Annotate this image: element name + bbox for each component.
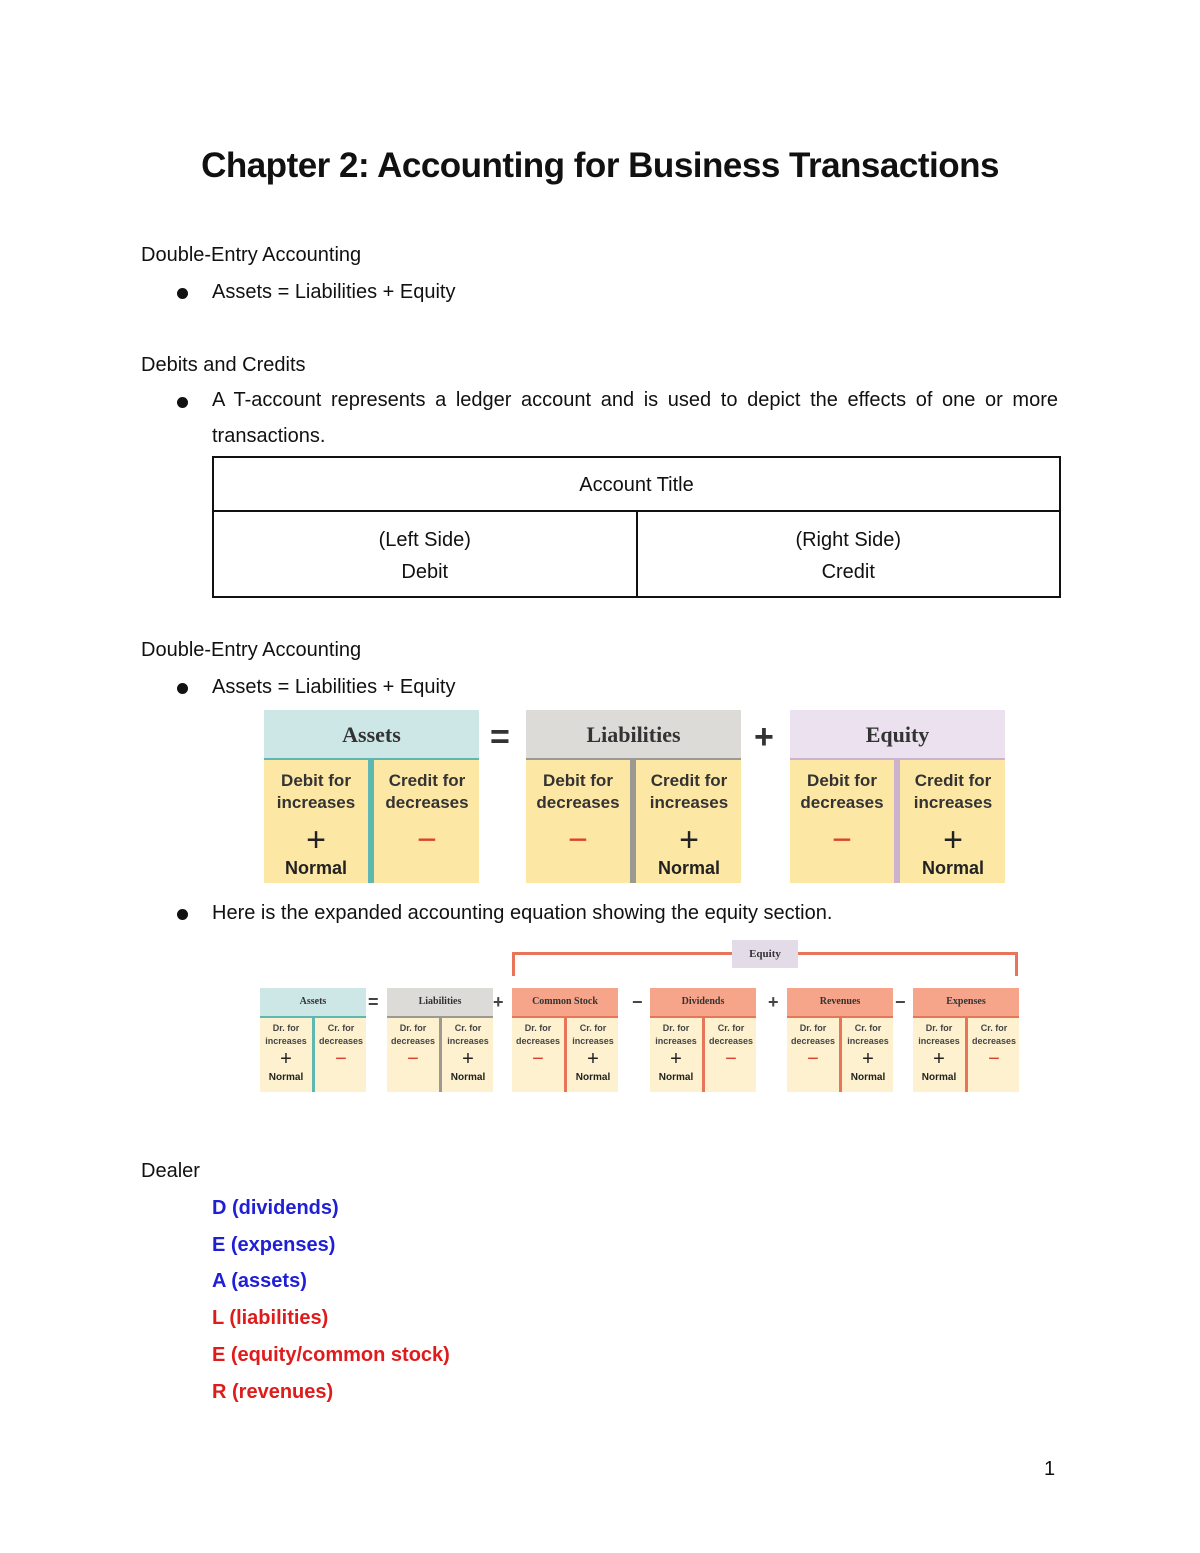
operator: − — [895, 992, 906, 1012]
account-title: Dividends — [650, 988, 756, 1018]
plus-operator: + — [754, 718, 774, 756]
right-side-label: (Right Side) — [795, 529, 902, 551]
account-equity — [790, 710, 1005, 883]
bullet-text: Assets = Liabilities + Equity — [212, 676, 456, 698]
expanded-account-assets — [260, 988, 366, 1092]
left-sign: − — [532, 1048, 544, 1070]
left-sign: + — [933, 1048, 945, 1070]
bullet-text: Assets = Liabilities + Equity — [212, 281, 456, 303]
dealer-item: E (equity/common stock) — [212, 1343, 450, 1366]
right-sign: + — [462, 1048, 474, 1070]
t-account-table — [212, 456, 1061, 598]
account-divider — [368, 760, 374, 883]
right-column-label: Cr. for decreases — [318, 1023, 364, 1046]
right-sign: + — [943, 821, 963, 859]
dealer-item: E (expenses) — [212, 1233, 336, 1256]
dealer-item: L (liabilities) — [212, 1307, 329, 1330]
dealer-heading: Dealer — [141, 1160, 200, 1182]
equals-operator: = — [490, 718, 510, 756]
operator: = — [368, 992, 379, 1012]
right-column-label: Credit for increases — [649, 771, 729, 812]
normal-balance-label: Normal — [657, 858, 720, 878]
left-column-label: Debit for decreases — [800, 771, 884, 812]
right-sign: − — [988, 1048, 1000, 1070]
page-title: Chapter 2: Accounting for Business Transactions — [201, 146, 999, 185]
equity-bracket-label: Equity — [732, 940, 798, 968]
operator: + — [493, 992, 504, 1012]
page-number: 1 — [1044, 1458, 1056, 1480]
account-title: Expenses — [913, 988, 1019, 1018]
t-account-title: Account Title — [214, 458, 1059, 512]
right-sign: + — [587, 1048, 599, 1070]
expanded-account-common-stock — [512, 988, 618, 1092]
account-assets — [264, 710, 479, 883]
left-sign: − — [568, 821, 588, 859]
left-side-label: (Left Side) — [378, 529, 471, 551]
expanded-equation-figure — [258, 940, 1022, 1092]
right-column-label: Cr. for increases — [572, 1023, 614, 1046]
normal-balance-label: Normal — [284, 858, 347, 878]
bullet-dot-icon — [177, 397, 188, 408]
operator: − — [632, 992, 643, 1012]
normal-balance-label: Normal — [921, 1072, 957, 1083]
bullet-dot-icon — [177, 909, 188, 920]
t-account-description: A T-account represents a ledger account and is used to depict the effects of one or more transactions. — [212, 389, 1058, 447]
expanded-account-dividends — [650, 988, 756, 1092]
normal-balance-label: Normal — [850, 1072, 886, 1083]
left-sign: − — [407, 1048, 419, 1070]
account-divider — [630, 760, 636, 883]
left-column-label: Dr. for decreases — [790, 1023, 836, 1046]
right-sign: + — [679, 821, 699, 859]
expanded-account-liabilities — [387, 988, 493, 1092]
bullet-dot-icon — [177, 288, 188, 299]
credit-label: Credit — [821, 561, 875, 583]
bullet-item — [177, 281, 455, 304]
left-sign: − — [807, 1048, 819, 1070]
t-account-right-side — [638, 512, 1060, 596]
bullet-item — [177, 676, 455, 699]
normal-balance-label: Normal — [658, 1072, 694, 1083]
normal-balance-label: Normal — [921, 858, 984, 878]
account-title: Equity — [790, 710, 1005, 760]
dealer-item: R (revenues) — [212, 1380, 334, 1403]
left-column-label: Debit for increases — [276, 771, 356, 812]
bullet-text: Here is the expanded accounting equation showing the equity section. — [212, 902, 833, 924]
accounting-equation-figure — [264, 710, 1006, 883]
left-column-label: Dr. for decreases — [390, 1023, 436, 1046]
right-column-label: Credit for increases — [913, 771, 993, 812]
right-column-label: Cr. for decreases — [708, 1023, 754, 1046]
section-heading-debits-credits: Debits and Credits — [141, 354, 306, 376]
account-title: Assets — [260, 988, 366, 1018]
left-column-label: Dr. for increases — [265, 1023, 307, 1046]
left-sign: + — [306, 821, 326, 859]
left-column-label: Dr. for decreases — [515, 1023, 561, 1046]
right-column-label: Credit for decreases — [385, 771, 469, 812]
right-column-label: Cr. for decreases — [971, 1023, 1017, 1046]
right-column-label: Cr. for increases — [847, 1023, 889, 1046]
normal-balance-label: Normal — [268, 1072, 304, 1083]
right-sign: + — [862, 1048, 874, 1070]
left-sign: + — [670, 1048, 682, 1070]
bullet-dot-icon — [177, 683, 188, 694]
right-sign: − — [417, 821, 437, 859]
expanded-account-expenses — [913, 988, 1019, 1092]
right-column-label: Cr. for increases — [447, 1023, 489, 1046]
section-heading-double-entry: Double-Entry Accounting — [141, 244, 362, 266]
bullet-item — [177, 902, 832, 925]
account-title: Revenues — [787, 988, 893, 1018]
account-liabilities — [526, 710, 741, 883]
left-column-label: Debit for decreases — [536, 771, 620, 812]
expanded-account-revenues — [787, 988, 893, 1092]
dealer-item: D (dividends) — [212, 1197, 339, 1219]
account-title: Liabilities — [526, 710, 741, 760]
left-sign: − — [832, 821, 852, 859]
account-title: Common Stock — [512, 988, 618, 1018]
debit-label: Debit — [401, 561, 449, 583]
right-sign: − — [335, 1048, 347, 1070]
t-account-left-side — [214, 512, 638, 596]
left-column-label: Dr. for increases — [918, 1023, 960, 1046]
section-heading-double-entry-2: Double-Entry Accounting — [141, 639, 362, 661]
left-column-label: Dr. for increases — [655, 1023, 697, 1046]
account-divider — [894, 760, 900, 883]
normal-balance-label: Normal — [450, 1072, 486, 1083]
normal-balance-label: Normal — [575, 1072, 611, 1083]
operator: + — [768, 992, 779, 1012]
dealer-item: A (assets) — [212, 1270, 307, 1293]
right-sign: − — [725, 1048, 737, 1070]
account-title: Liabilities — [387, 988, 493, 1018]
left-sign: + — [280, 1048, 292, 1070]
account-title: Assets — [264, 710, 479, 760]
